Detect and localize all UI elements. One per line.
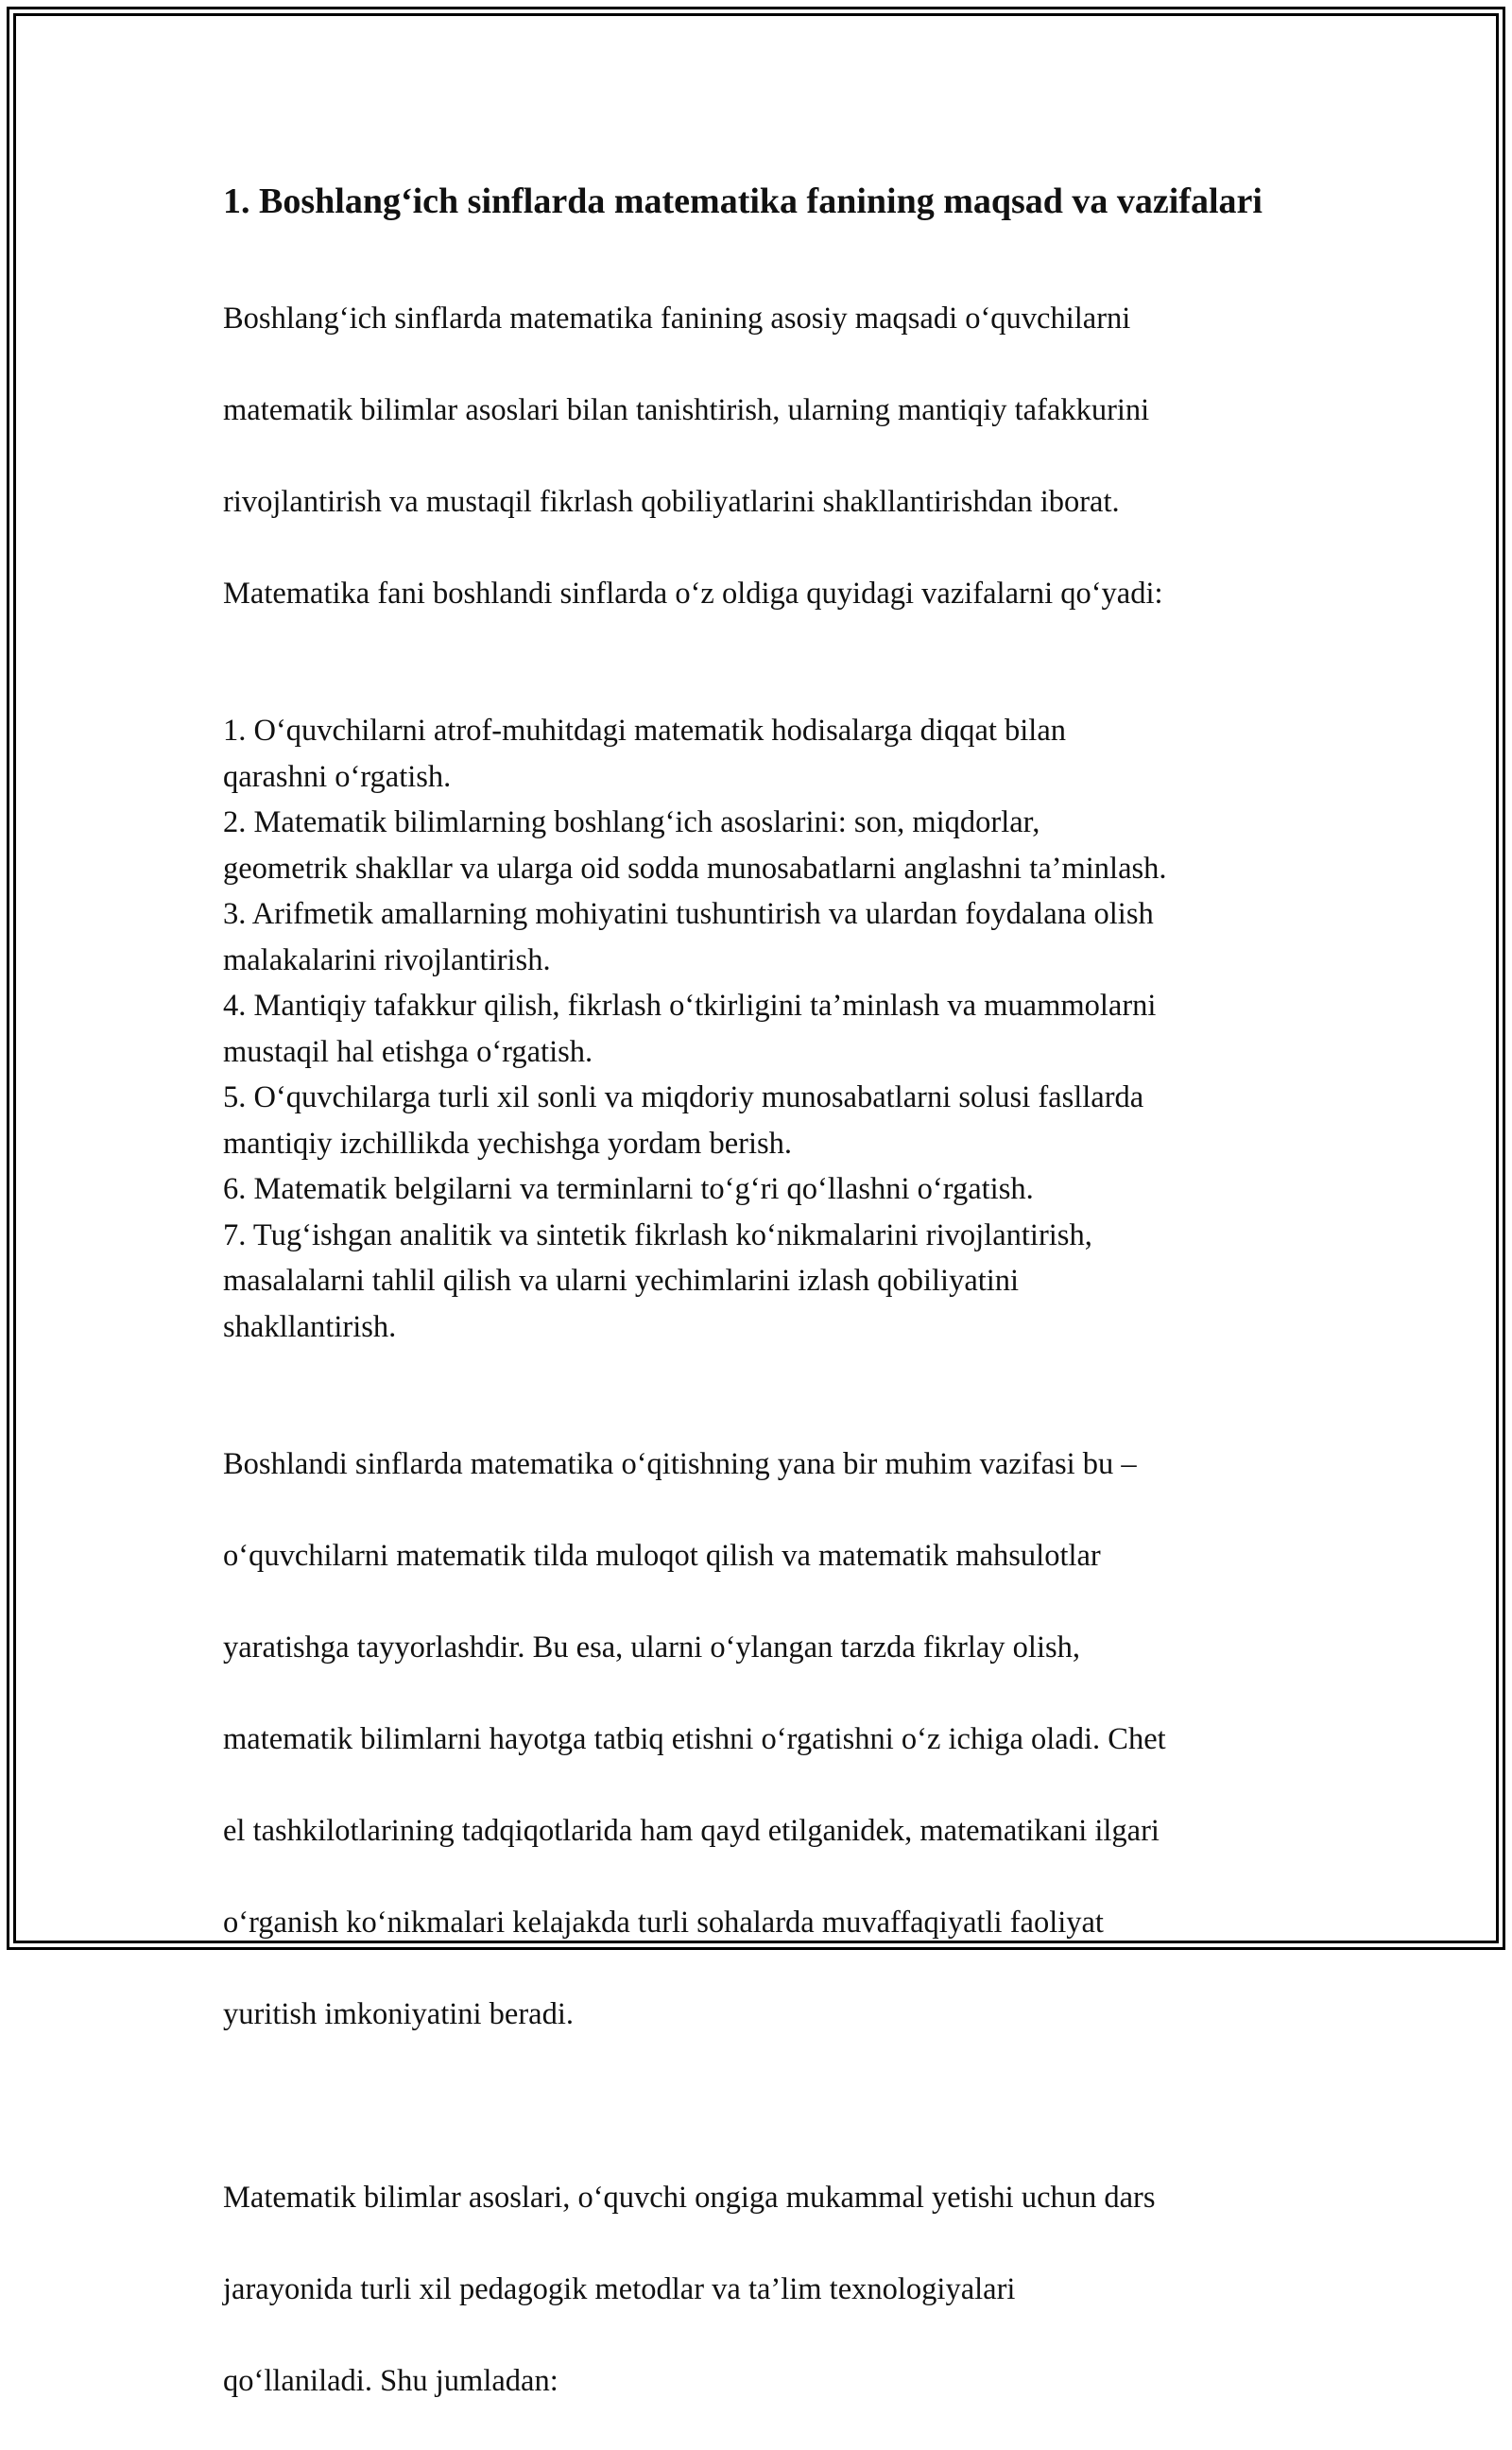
para2-line: Boshlandi sinflarda matematika o‘qitishning yana bir muhim vazifasi bu – bbox=[223, 1441, 1300, 1488]
para2-line: matematik bilimlarni hayotga tatbiq etishni o‘rgatishni o‘z ichiga oladi. Chet bbox=[223, 1717, 1300, 1763]
para2-line: o‘rganish ko‘nikmalari kelajakda turli sohalarda muvaffaqiyatli faoliyat bbox=[223, 1900, 1300, 1946]
para2-line: yuritish imkoniyatini beradi. bbox=[223, 1992, 1300, 2038]
intro-line: rivojlantirish va mustaqil fikrlash qobiliyatlarini shakllantirishdan iborat. bbox=[223, 479, 1300, 526]
intro-paragraph bbox=[223, 250, 1300, 663]
third-paragraph bbox=[223, 2130, 1300, 2450]
second-paragraph bbox=[223, 1396, 1300, 2084]
list-line: mantiqiy izchillikda yechishga yordam berish. bbox=[223, 1121, 1300, 1167]
list-line: qarashni o‘rgatish. bbox=[223, 754, 1300, 801]
document-body bbox=[223, 176, 1300, 2450]
paragraph-gap bbox=[223, 2083, 1300, 2130]
para3-line: Matematik bilimlar asoslari, o‘quvchi ongiga mukammal yetishi uchun dars bbox=[223, 2175, 1300, 2221]
paragraph-gap bbox=[223, 1350, 1300, 1396]
list-line: malakalarini rivojlantirish. bbox=[223, 938, 1300, 984]
para2-line: el tashkilotlarining tadqiqotlarida ham qayd etilganidek, matematikani ilgari bbox=[223, 1808, 1300, 1855]
list-line: 6. Matematik belgilarni va terminlarni to‘g‘ri qo‘llashni o‘rgatish. bbox=[223, 1166, 1300, 1213]
para2-line: o‘quvchilarni matematik tilda muloqot qilish va matematik mahsulotlar bbox=[223, 1533, 1300, 1579]
list-line: 4. Mantiqiy tafakkur qilish, fikrlash o‘tkirligini ta’minlash va muammolarni bbox=[223, 983, 1300, 1029]
section-heading: 1. Boshlang‘ich sinflarda matematika fanining maqsad va vazifalari bbox=[223, 176, 1300, 227]
list-line: geometrik shakllar va ularga oid sodda munosabatlarni anglashni ta’minlash. bbox=[223, 846, 1300, 892]
list-line: 3. Arifmetik amallarning mohiyatini tushuntirish va ulardan foydalana olish bbox=[223, 891, 1300, 938]
list-line: 1. O‘quvchilarni atrof-muhitdagi matematik hodisalarga diqqat bilan bbox=[223, 708, 1300, 754]
intro-line: Boshlang‘ich sinflarda matematika fanining asosiy maqsadi o‘quvchilarni bbox=[223, 296, 1300, 342]
list-line: 2. Matematik bilimlarning boshlang‘ich asoslarini: son, miqdorlar, bbox=[223, 800, 1300, 846]
para3-line: jarayonida turli xil pedagogik metodlar va ta’lim texnologiyalari bbox=[223, 2267, 1300, 2313]
list-line: 5. O‘quvchilarga turli xil sonli va miqdoriy munosabatlarni solusi fasllarda bbox=[223, 1075, 1300, 1121]
list-line: shakllantirish. bbox=[223, 1304, 1300, 1351]
list-line: masalalarni tahlil qilish va ularni yechimlarini izlash qobiliyatini bbox=[223, 1258, 1300, 1304]
para2-line: yaratishga tayyorlashdir. Bu esa, ularni o‘ylangan tarzda fikrlay olish, bbox=[223, 1625, 1300, 1671]
para3-line: qo‘llaniladi. Shu jumladan: bbox=[223, 2358, 1300, 2405]
list-line: 7. Tug‘ishgan analitik va sintetik fikrlash ko‘nikmalarini rivojlantirish, bbox=[223, 1213, 1300, 1259]
intro-line: Matematika fani boshlandi sinflarda o‘z oldiga quyidagi vazifalarni qo‘yadi: bbox=[223, 571, 1300, 617]
list-line: mustaqil hal etishga o‘rgatish. bbox=[223, 1029, 1300, 1076]
tasks-list bbox=[223, 708, 1300, 1350]
paragraph-gap bbox=[223, 663, 1300, 709]
intro-line: matematik bilimlar asoslari bilan tanishtirish, ularning mantiqiy tafakkurini bbox=[223, 388, 1300, 434]
